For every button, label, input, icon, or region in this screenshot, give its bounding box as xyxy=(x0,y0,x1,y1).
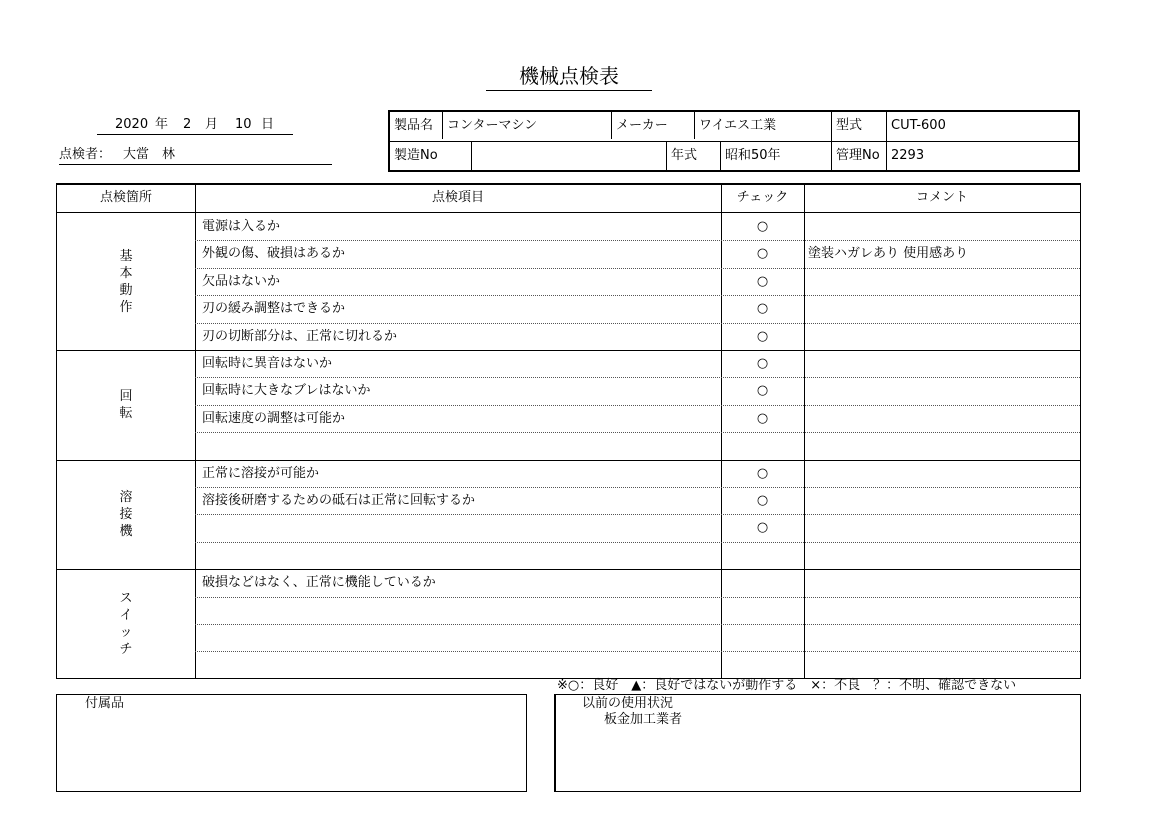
row-divider xyxy=(195,542,1080,543)
comment-cell xyxy=(805,268,808,295)
inspection-item xyxy=(199,514,202,541)
inspection-item: 正常に溶接が可能か xyxy=(202,465,320,481)
page-title: 機械点検表 xyxy=(486,62,652,91)
check-mark: ○ xyxy=(756,520,769,536)
inspection-item: 回転速度の調整は可能か xyxy=(202,410,346,426)
date-month-unit: 月 xyxy=(205,117,219,132)
inspection-item: 破損などはなく、正常に機能しているか xyxy=(202,575,436,591)
header-location: 点検箇所 xyxy=(99,190,152,205)
inspection-item: 欠品はないか xyxy=(202,273,281,289)
maker-label: メーカー xyxy=(616,118,668,133)
row-divider xyxy=(195,597,1080,598)
maker-value: ワイエス工業 xyxy=(699,118,777,133)
section-label-char: 溶 xyxy=(119,489,133,505)
row-divider xyxy=(195,514,1080,515)
check-mark xyxy=(721,542,804,569)
year-value: 昭和50年 xyxy=(725,148,781,163)
check-mark: ○ xyxy=(756,246,769,262)
year-label: 年式 xyxy=(671,148,698,163)
inspection-date xyxy=(97,116,293,135)
row-divider xyxy=(195,651,1080,652)
comment-cell xyxy=(805,651,808,678)
section-label-char: 本 xyxy=(119,265,133,281)
date-year-unit: 年 xyxy=(155,117,169,132)
check-mark: ○ xyxy=(756,410,769,426)
section-label-char: 接 xyxy=(119,506,133,522)
section-label-char: ッ xyxy=(119,624,133,640)
inspection-item xyxy=(199,432,202,459)
inspector-line xyxy=(59,146,332,165)
section-label-char: イ xyxy=(119,607,133,623)
section-label-char: 転 xyxy=(119,405,133,421)
comment-cell xyxy=(805,624,808,651)
comment-cell xyxy=(805,213,808,240)
check-mark xyxy=(721,432,804,459)
inspection-item xyxy=(199,597,202,624)
comment-cell xyxy=(805,487,808,514)
date-month: 2 xyxy=(183,117,192,132)
inspector-label: 点検者： xyxy=(59,147,112,162)
check-mark xyxy=(721,624,804,651)
check-mark: ○ xyxy=(756,465,769,481)
inspection-table xyxy=(56,183,1081,679)
date-year: 2020 xyxy=(115,117,149,132)
section-label xyxy=(57,460,195,570)
section-label-char: 機 xyxy=(119,523,133,539)
check-mark: ○ xyxy=(756,493,769,508)
product-info-table xyxy=(388,110,1080,172)
serial-label: 製造No xyxy=(394,148,438,163)
comment-cell xyxy=(805,432,808,459)
accessories-box xyxy=(56,694,527,792)
check-mark: ○ xyxy=(756,273,769,289)
section-label-char: 作 xyxy=(119,299,133,315)
inspection-item: 刃の緩み調整はできるか xyxy=(202,301,346,317)
row-divider xyxy=(195,432,1080,433)
history-label: 以前の使用状況 xyxy=(582,696,674,711)
inspector-name: 大當 林 xyxy=(123,147,176,162)
section-label xyxy=(57,350,195,460)
check-mark: ○ xyxy=(756,301,769,317)
inspection-item xyxy=(199,624,202,651)
section-label-char: 基 xyxy=(119,248,133,264)
check-mark: ○ xyxy=(756,219,769,234)
legend: ※○：良好 ▲：良好ではないが動作する ×：不良 ？：不明、確認できない xyxy=(557,678,1017,693)
comment-cell xyxy=(805,460,808,487)
row-divider xyxy=(195,624,1080,625)
comment-cell xyxy=(805,405,808,432)
inspection-item xyxy=(199,542,202,569)
date-day: 10 xyxy=(235,117,252,132)
product-name-value: コンターマシン xyxy=(447,118,538,133)
comment-cell xyxy=(805,597,808,624)
mgmt-value: 2293 xyxy=(891,148,925,163)
comment-cell xyxy=(805,377,808,404)
model-value: CUT-600 xyxy=(891,118,946,133)
model-label: 型式 xyxy=(836,118,863,133)
inspection-item: 回転時に大きなブレはないか xyxy=(202,383,371,399)
section-label-char: 回 xyxy=(119,388,133,404)
comment-cell xyxy=(805,542,808,569)
check-mark: ○ xyxy=(756,383,769,399)
check-mark: ○ xyxy=(756,356,769,371)
inspection-item: 外観の傷、破損はあるか xyxy=(202,246,346,262)
inspection-item: 電源は入るか xyxy=(202,219,281,234)
inspection-item: 刃の切断部分は、正常に切れるか xyxy=(202,328,398,344)
comment-cell xyxy=(805,323,808,350)
comment-cell xyxy=(805,350,808,377)
row-divider xyxy=(195,268,1080,269)
section-label xyxy=(57,213,195,350)
history-value: 板金加工業者 xyxy=(604,712,683,727)
comment-cell xyxy=(805,569,808,596)
inspection-item: 溶接後研磨するための砥石は正常に回転するか xyxy=(202,493,476,508)
section-label-char: ス xyxy=(119,590,133,606)
check-mark xyxy=(721,651,804,678)
mgmt-label: 管理No xyxy=(836,148,880,163)
history-box xyxy=(554,694,1081,792)
header-check: チェック xyxy=(736,190,789,205)
check-mark: ○ xyxy=(756,328,769,344)
product-name-label: 製品名 xyxy=(394,118,434,133)
date-day-unit: 日 xyxy=(261,117,275,132)
header-comment: コメント xyxy=(915,190,968,205)
comment-cell xyxy=(805,295,808,322)
section-label-char: 動 xyxy=(119,282,133,298)
section-label-char: チ xyxy=(119,641,133,657)
check-mark xyxy=(721,569,804,596)
inspection-item xyxy=(199,651,202,678)
section-label xyxy=(57,569,195,679)
comment-cell xyxy=(805,514,808,541)
inspection-item: 回転時に異音はないか xyxy=(202,356,333,371)
header-item: 点検項目 xyxy=(431,190,484,205)
check-mark xyxy=(721,597,804,624)
accessories-label: 付属品 xyxy=(85,696,125,711)
comment-cell: 塗装ハガレあり 使用感あり xyxy=(808,246,969,262)
